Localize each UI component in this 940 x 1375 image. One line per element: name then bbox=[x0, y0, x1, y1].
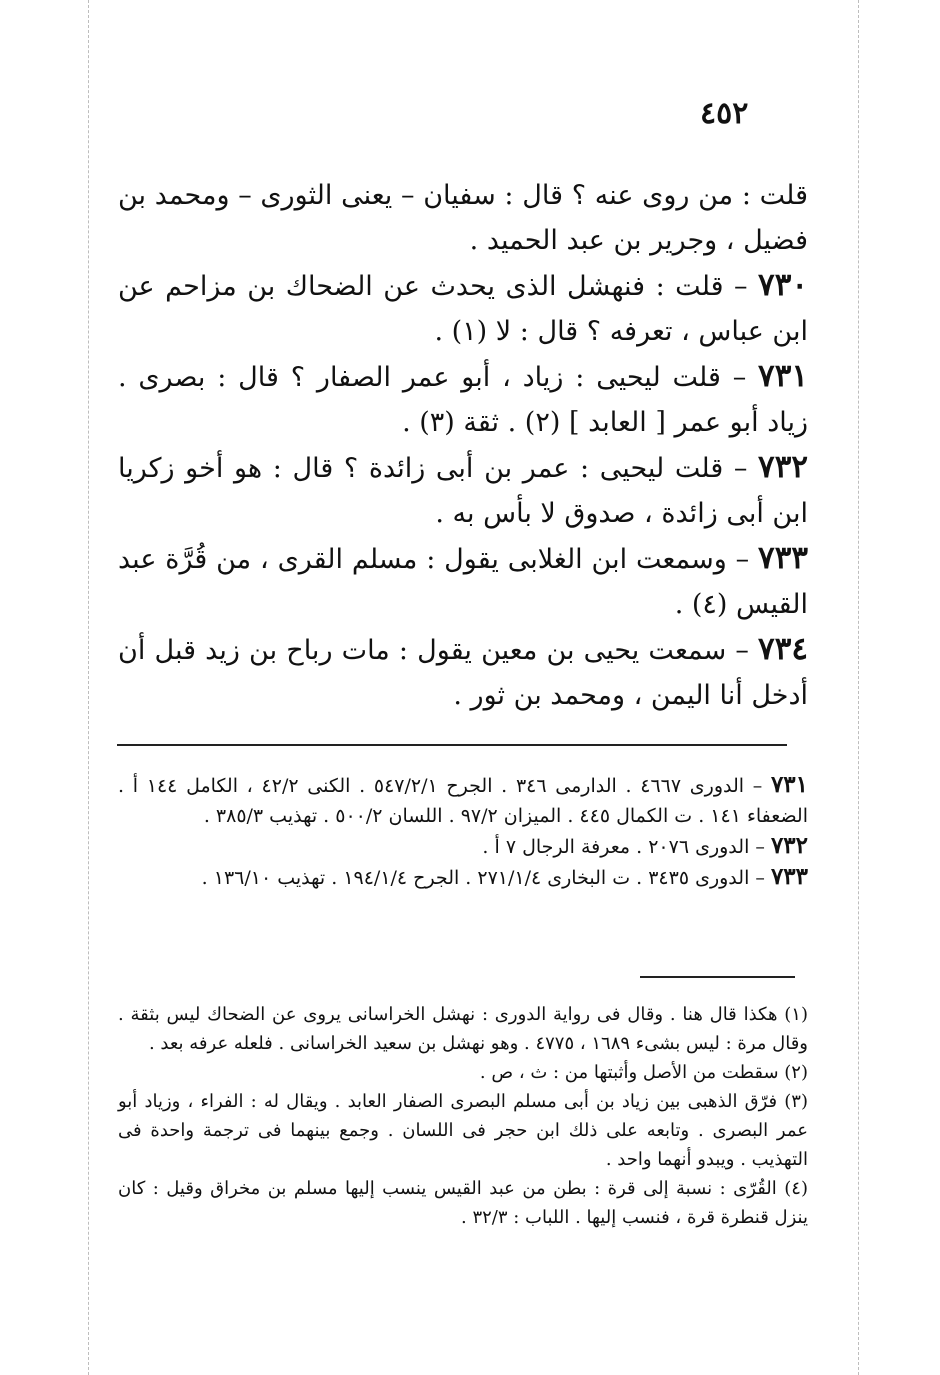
entry-number: ٧٣٢ bbox=[758, 449, 808, 485]
reference-entry bbox=[118, 770, 808, 831]
main-paragraph bbox=[118, 263, 808, 354]
footnote-marker: (١) bbox=[784, 1004, 808, 1025]
reference-number: ٧٣٢ bbox=[770, 832, 808, 859]
footnote bbox=[118, 1058, 808, 1087]
entry-text: – قلت : فنهشل الذى يحدث عن الضحاك بن مزاحم عن ابن عباس ، تعرفه ؟ قال : لا (١) . bbox=[118, 271, 808, 347]
left-column-guide-line bbox=[88, 0, 89, 1375]
references-divider bbox=[117, 744, 787, 746]
reference-entry bbox=[118, 862, 808, 893]
reference-text: – الدورى ٤٦٦٧ . الدارمى ٣٤٦ . الجرح ٥٤٧/٢/١ . الكنى ٤٢/٢ ، الكامل ١٤٤ أ . الضعفاء ١٤١ . ت الكمال ٤٤٥ . الميزان ٩٧/٢ . اللسان ٥٠٠/٢ . تهذيب ٣٨٥/٣ . bbox=[118, 775, 808, 827]
reference-number: ٧٣٣ bbox=[770, 863, 808, 890]
references-section bbox=[118, 770, 808, 893]
footnote bbox=[118, 1087, 808, 1174]
reference-number: ٧٣١ bbox=[770, 771, 809, 798]
footnote-text: سقطت من الأصل وأثبتها من : ث ، ص . bbox=[479, 1062, 785, 1083]
reference-text: – الدورى ٢٠٧٦ . معرفة الرجال ٧ أ . bbox=[482, 836, 771, 858]
right-column-guide-line bbox=[858, 0, 859, 1375]
reference-text: – الدورى ٣٤٣٥ . ت البخارى ٢٧١/١/٤ . الجرح ١٩٤/١/٤ . تهذيب ١٣٦/١٠ . bbox=[201, 867, 771, 889]
entry-text: – سمعت يحيى بن معين يقول : مات رباح بن زيد قبل أن أدخل أنا اليمن ، ومحمد بن ثور . bbox=[118, 635, 808, 711]
entry-number: ٧٣١ bbox=[758, 358, 808, 394]
entry-number: ٧٣٠ bbox=[758, 267, 808, 303]
entry-text: – وسمعت ابن الغلابى يقول : مسلم القرى ، من قُرَّة عبد القيس (٤) . bbox=[118, 544, 808, 620]
entry-number: ٧٣٤ bbox=[758, 631, 808, 667]
reference-entry bbox=[118, 831, 808, 862]
page-number: ٤٥٢ bbox=[700, 96, 749, 131]
entry-number: ٧٣٣ bbox=[758, 540, 808, 576]
main-paragraph bbox=[118, 354, 808, 445]
entry-text: – قلت ليحيى : عمر بن أبى زائدة ؟ قال : هو أخو زكريا ابن أبى زائدة ، صدوق لا بأس به . bbox=[118, 453, 808, 529]
main-paragraph bbox=[118, 627, 808, 718]
footnote-text: هكذا قال هنا . وقال فى رواية الدورى : نهشل الخراسانى يروى عن الضحاك ليس بثقة . وقال مرة : ليس بشىء ١٦٨٩ ، ٤٧٧٥ . وهو نهشل بن سعيد الخراسانى . فلعله عرفه بعد . bbox=[118, 1004, 808, 1054]
main-paragraph bbox=[118, 445, 808, 536]
footnote bbox=[118, 1174, 808, 1232]
footnote-marker: (٣) bbox=[784, 1091, 808, 1112]
footnote-text: فرّق الذهبى بين زياد بن أبى مسلم البصرى الصفار العابد . ويقال له : الفراء ، وزياد أبو عمر البصرى . وتابعه على ذلك ابن حجر فى اللسان . وجمع بينهما فى ترجمة واحدة فى التهذيب . ويبدو أنهما واحد . bbox=[118, 1091, 808, 1170]
footnote bbox=[118, 1000, 808, 1058]
main-paragraph bbox=[118, 536, 808, 627]
entry-text: قلت : من روى عنه ؟ قال : سفيان – يعنى الثورى – ومحمد بن فضيل ، وجرير بن عبد الحميد . bbox=[118, 180, 808, 256]
main-text bbox=[118, 172, 808, 718]
footnote-marker: (٢) bbox=[784, 1062, 808, 1083]
footnotes-section bbox=[118, 1000, 808, 1232]
entry-text: – قلت ليحيى : زياد ، أبو عمر الصفار ؟ قال : بصرى . زياد أبو عمر [ العابد ] (٢) . ثقة (٣) . bbox=[118, 362, 808, 438]
footnotes-divider bbox=[640, 976, 795, 978]
footnote-text: القُرّى : نسبة إلى قرة : بطن من عبد القيس ينسب إليها مسلم بن مخراق وقيل : كان ينزل قنطرة قرة ، فنسب إليها . اللباب : ٣٢/٣ . bbox=[118, 1178, 808, 1228]
footnote-marker: (٤) bbox=[784, 1178, 808, 1199]
main-paragraph bbox=[118, 172, 808, 263]
